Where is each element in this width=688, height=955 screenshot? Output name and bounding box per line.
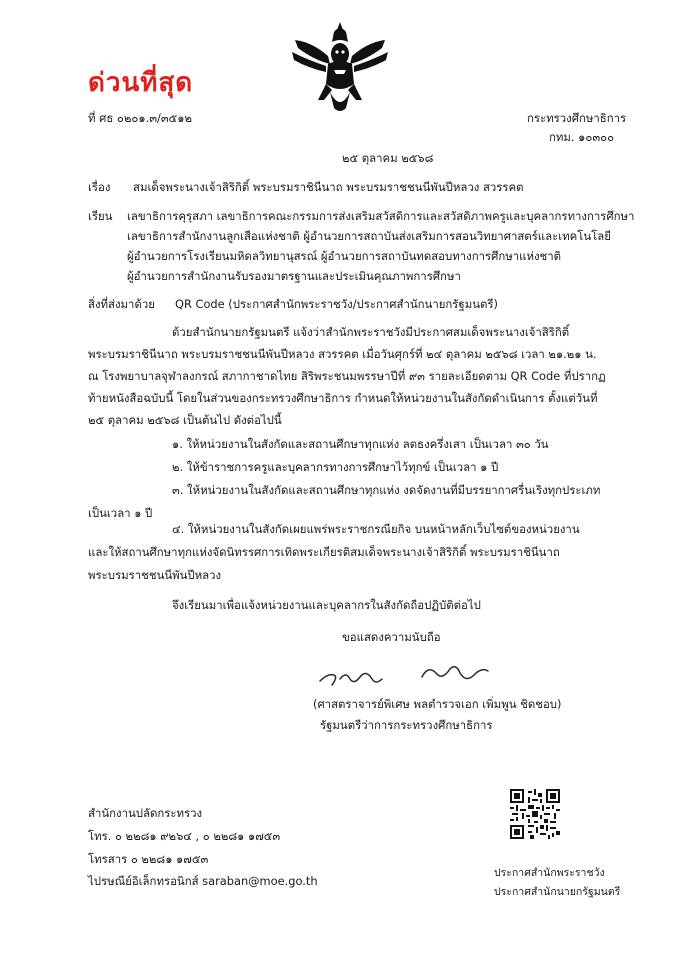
urgency-stamp: ด่วนที่สุด	[88, 68, 194, 98]
ministry-name: กระทรวงศึกษาธิการ	[527, 111, 627, 125]
enclosure-label: สิ่งที่ส่งมาด้วย	[88, 297, 155, 311]
qr-caption-line-2: ประกาศสำนักนายกรัฐมนตรี	[494, 886, 621, 898]
closing-salutation: ขอแสดงความนับถือ	[342, 630, 441, 644]
closing-paragraph: จึงเรียนมาเพื่อแจ้งหน่วยงานและบุคลากรในสังกัดถือปฏิบัติต่อไป	[172, 598, 481, 612]
document-date: ๒๕ ตุลาคม ๒๕๖๘	[342, 151, 434, 165]
footer-email: ไปรษณีย์อิเล็กทรอนิกส์ saraban@moe.go.th	[88, 874, 318, 888]
body-paragraph-line: ณ โรงพยาบาลจุฬาลงกรณ์ สภากาชาดไทย สิริพระชนมพรรษาปีที่ ๙๓ รายละเอียดตาม QR Code ที่ปรากฏ	[88, 369, 606, 383]
action-item-4-continued: พระบรมราชชนนีพันปีหลวง	[88, 568, 222, 582]
document-number: ที่ ศธ ๐๒๐๑.๓/๓๕๑๒	[88, 111, 192, 125]
subject-label: เรื่อง	[88, 180, 111, 194]
action-item-3: ๓. ให้หน่วยงานในสังกัดและสถานศึกษาทุกแห่ง งดจัดงานที่มีบรรยากาศรื่นเริงทุกประเภท	[172, 483, 601, 497]
garuda-emblem	[290, 20, 390, 115]
body-paragraph-line: ๒๕ ตุลาคม ๒๕๖๘ เป็นต้นไป ดังต่อไปนี้	[88, 413, 282, 427]
action-item-1: ๑. ให้หน่วยงานในสังกัดและสถานศึกษาทุกแห่ง ลดธงครึ่งเสา เป็นเวลา ๓๐ วัน	[172, 437, 549, 451]
footer-fax: โทรสาร ๐ ๒๒๘๑ ๑๗๕๓	[88, 852, 209, 866]
action-item-4-continued: และให้สถานศึกษาทุกแห่งจัดนิทรรศการเทิดพระเกียรติสมเด็จพระนางเจ้าสิริกิติ์ พระบรมราชินีนาถ	[88, 545, 560, 559]
qr-caption-line-1: ประกาศสำนักพระราชวัง	[494, 867, 605, 879]
recipient-line-2: เลขาธิการสำนักงานลูกเสือแห่งชาติ ผู้อำนวยการสถาบันส่งเสริมการสอนวิทยาศาสตร์และเทคโนโลยี	[127, 229, 611, 243]
ministry-city: กทม. ๑๐๓๐๐	[549, 130, 615, 144]
footer-office: สำนักงานปลัดกระทรวง	[88, 806, 203, 820]
enclosure-text: QR Code (ประกาศสำนักพระราชวัง/ประกาศสำนักนายกรัฐมนตรี)	[175, 297, 498, 311]
body-paragraph-line: ด้วยสำนักนายกรัฐมนตรี แจ้งว่าสำนักพระราชวังมีประกาศสมเด็จพระนางเจ้าสิริกิติ์	[172, 325, 570, 339]
recipient-line-3: ผู้อำนวยการโรงเรียนมหิดลวิทยานุสรณ์ ผู้อำนวยการสถาบันทดสอบทางการศึกษาแห่งชาติ	[127, 249, 562, 263]
footer-phone: โทร. ๐ ๒๒๘๑ ๙๒๖๔ , ๐ ๒๒๘๑ ๑๗๕๓	[88, 829, 281, 843]
action-item-2: ๒. ให้ข้าราชการครูและบุคลากรทางการศึกษาไว้ทุกข์ เป็นเวลา ๑ ปี	[172, 460, 499, 474]
body-paragraph-line: พระบรมราชินีนาถ พระบรมราชชนนีพันปีหลวง สวรรคต เมื่อวันศุกร์ที่ ๒๔ ตุลาคม ๒๕๖๘ เวลา ๒๑.๒๑ น.	[88, 347, 597, 361]
subject-text: สมเด็จพระนางเจ้าสิริกิติ์ พระบรมราชินีนาถ พระบรมราชชนนีพันปีหลวง สวรรคต	[133, 180, 524, 194]
body-paragraph-line: ท้ายหนังสือฉบับนี้ โดยในส่วนของกระทรวงศึกษาธิการ กำหนดให้หน่วยงานในสังกัดดำเนินการ ตั้งแต่วันที่	[88, 391, 598, 405]
signatory-name: (ศาสตราจารย์พิเศษ พลตำรวจเอก เพิ่มพูน ชิดชอบ)	[313, 697, 562, 711]
recipient-line-4: ผู้อำนวยการสำนักงานรับรองมาตรฐานและประเมินคุณภาพการศึกษา	[127, 269, 461, 283]
handwritten-signature	[310, 655, 500, 693]
recipient-label: เรียน	[88, 209, 113, 223]
signatory-position: รัฐมนตรีว่าการกระทรวงศึกษาธิการ	[320, 718, 493, 732]
qr-code	[510, 789, 560, 839]
recipient-line-1: เลขาธิการคุรุสภา เลขาธิการคณะกรรมการส่งเสริมสวัสดิการและสวัสดิภาพครูและบุคลากรทางการศึกษา	[127, 209, 635, 223]
action-item-3-continued: เป็นเวลา ๑ ปี	[88, 506, 153, 520]
action-item-4: ๔. ให้หน่วยงานในสังกัดเผยแพร่พระราชกรณียกิจ บนหน้าหลักเว็บไซต์ของหน่วยงาน	[172, 522, 580, 536]
